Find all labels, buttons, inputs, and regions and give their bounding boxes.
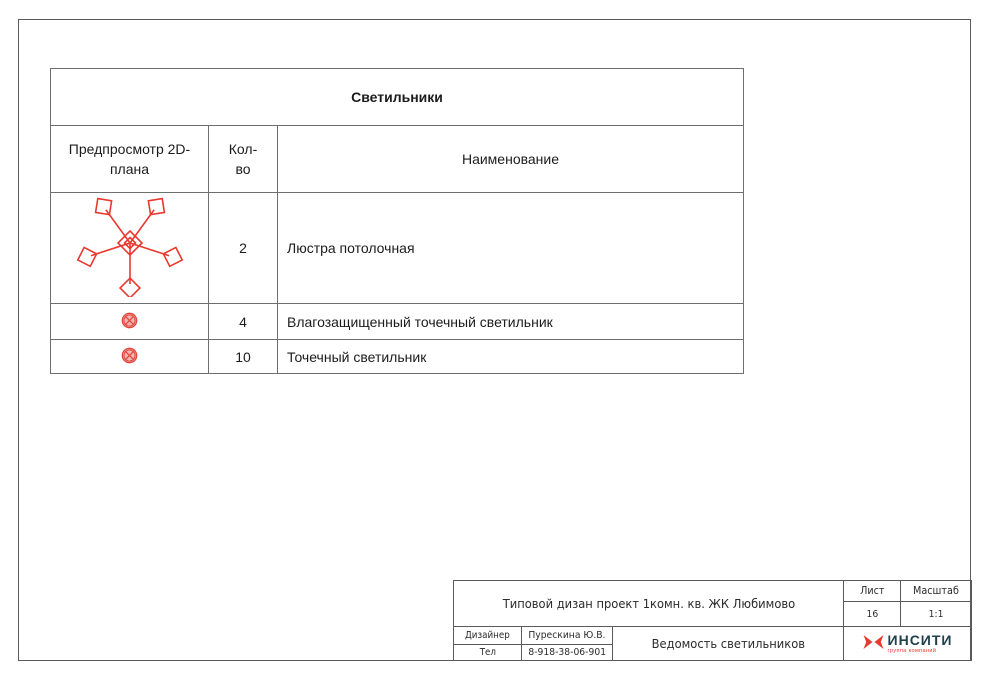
qty-value: 10	[209, 340, 278, 374]
fixture-name: Точечный светильник	[278, 340, 744, 374]
phone-label: Тел	[454, 645, 522, 660]
preview-cell	[51, 193, 209, 304]
logo-subtitle: группа компаний	[887, 648, 937, 655]
logo-name: ИНСИТИ	[887, 631, 953, 648]
spot-light-icon	[121, 351, 138, 367]
chandelier-icon	[75, 284, 185, 300]
scale-label: Масштаб	[901, 581, 971, 602]
preview-cell	[51, 340, 209, 374]
sheet-number: 16	[844, 602, 901, 627]
fixture-name: Влагозащищенный точечный светильник	[278, 304, 744, 340]
fixture-name: Люстра потолочная	[278, 193, 744, 304]
designer-label: Дизайнер	[454, 627, 522, 645]
designer-name: Пурескина Ю.В.	[522, 627, 613, 645]
company-logo	[844, 627, 971, 660]
sheet-label: Лист	[844, 581, 901, 602]
spot-light-icon	[121, 316, 138, 332]
table-title-row	[51, 69, 744, 126]
project-title: Типовой дизан проект 1комн. кв. ЖК Любимово	[454, 581, 844, 627]
fixture-row-spot	[51, 340, 744, 374]
col-header-qty: Кол-во	[209, 126, 278, 193]
scale-value: 1:1	[901, 602, 971, 627]
preview-cell	[51, 304, 209, 340]
col-header-name: Наименование	[278, 126, 744, 193]
table-header-row	[51, 126, 744, 193]
fixtures-table	[50, 68, 744, 374]
phone-number: 8-918-38-06-901	[522, 645, 613, 660]
fixture-row-wet-spot	[51, 304, 744, 340]
table-title: Светильники	[51, 69, 744, 126]
sheet-name: Ведомость светильников	[613, 627, 844, 660]
fixture-row-chandelier	[51, 193, 744, 304]
qty-value: 4	[209, 304, 278, 340]
bowtie-logo-icon	[863, 634, 884, 653]
qty-value: 2	[209, 193, 278, 304]
title-block	[453, 580, 972, 661]
col-header-preview: Предпросмотр 2D-плана	[51, 126, 209, 193]
